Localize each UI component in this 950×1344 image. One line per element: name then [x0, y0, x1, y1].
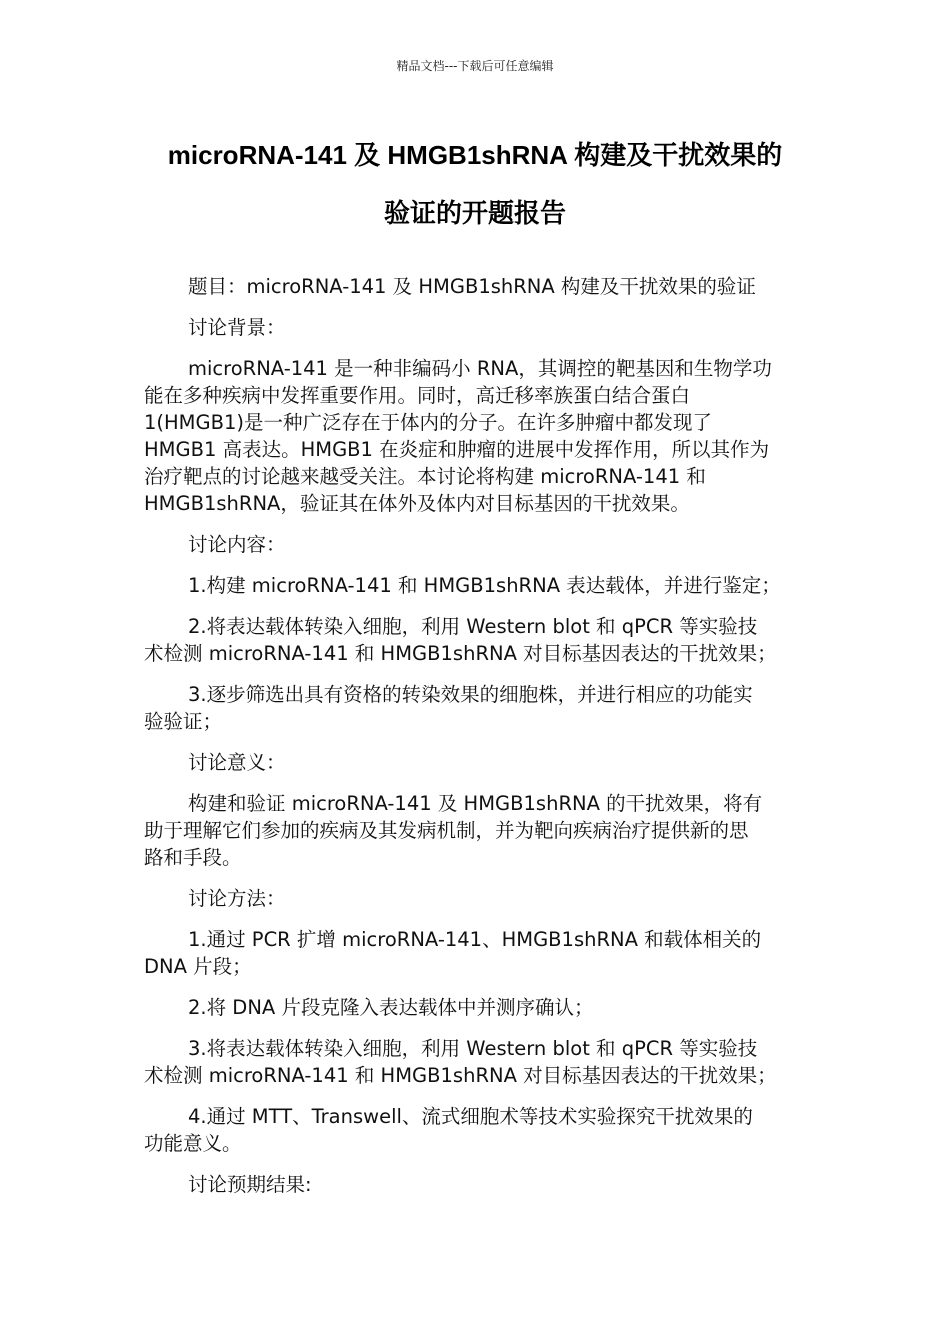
text-line: 术检测 microRNA-141 和 HMGB1shRNA 对目标基因表达的干扰效果；: [144, 1064, 777, 1087]
content-item-1: [144, 572, 812, 599]
text-line: 路和手段。: [144, 846, 242, 869]
text-line: microRNA-141 是一种非编码小 RNA，其调控的靶基因和生物学功: [188, 357, 772, 380]
section-heading-content: [144, 531, 812, 558]
paragraph-background: [144, 355, 812, 517]
text-line: 1.通过 PCR 扩增 microRNA-141、HMGB1shRNA 和载体相关的: [188, 928, 762, 951]
text-line: 1(HMGB1)是一种广泛存在于体内的分子。在许多肿瘤中都发现了: [144, 411, 713, 434]
paragraph-significance: [144, 790, 812, 871]
method-item-4: [144, 1103, 812, 1157]
text-line: HMGB1shRNA，验证其在体外及体内对目标基因的干扰效果。: [144, 492, 690, 515]
content-item-3: [144, 681, 812, 735]
section-heading-background: [144, 314, 812, 341]
text-line: 治疗靶点的讨论越来越受关注。本讨论将构建 microRNA-141 和: [144, 465, 706, 488]
document-body: [144, 273, 812, 1212]
text-line: 3.逐步筛选出具有资格的转染效果的细胞株，并进行相应的功能实: [188, 683, 753, 706]
text-line: 2.将 DNA 片段克隆入表达载体中并测序确认；: [188, 996, 594, 1019]
text-line: 1.构建 microRNA-141 和 HMGB1shRNA 表达载体，并进行鉴定；: [188, 574, 781, 597]
method-item-3: [144, 1035, 812, 1089]
text-line: 讨论预期结果:: [188, 1173, 312, 1196]
method-item-2: [144, 994, 812, 1021]
text-line: 能在多种疾病中发挥重要作用。同时，高迁移率族蛋白结合蛋白: [144, 384, 691, 407]
text-line: 助于理解它们参加的疾病及其发病机制，并为靶向疾病治疗提供新的思: [144, 819, 749, 842]
text-line: 题目：microRNA-141 及 HMGB1shRNA 构建及干扰效果的验证: [188, 275, 756, 298]
content-item-2: [144, 613, 812, 667]
paragraph-topic: [144, 273, 812, 300]
text-line: 讨论内容：: [188, 533, 286, 556]
section-heading-expected-results: [144, 1171, 812, 1198]
text-line: DNA 片段；: [144, 955, 252, 978]
text-line: HMGB1 高表达。HMGB1 在炎症和肿瘤的进展中发挥作用，所以其作为: [144, 438, 770, 461]
text-line: 讨论意义：: [188, 751, 286, 774]
text-line: 术检测 microRNA-141 和 HMGB1shRNA 对目标基因表达的干扰效果；: [144, 642, 777, 665]
text-line: 讨论背景：: [188, 316, 286, 339]
method-item-1: [144, 926, 812, 980]
text-line: 4.通过 MTT、Transwell、流式细胞术等技术实验探究干扰效果的: [188, 1105, 753, 1128]
text-line: 构建和验证 microRNA-141 及 HMGB1shRNA 的干扰效果，将有: [188, 792, 763, 815]
text-line: 3.将表达载体转染入细胞，利用 Western blot 和 qPCR 等实验技: [188, 1037, 758, 1060]
section-heading-significance: [144, 749, 812, 776]
document-title-line-1: microRNA-141 及 HMGB1shRNA 构建及干扰效果的: [167, 140, 783, 170]
text-line: 2.将表达载体转染入细胞，利用 Western blot 和 qPCR 等实验技: [188, 615, 758, 638]
section-heading-methods: [144, 885, 812, 912]
document-title-line-2: 验证的开题报告: [383, 198, 566, 228]
text-line: 功能意义。: [144, 1132, 242, 1155]
text-line: 验验证；: [144, 710, 223, 733]
page-header: 精品文档---下载后可任意编辑: [396, 59, 554, 73]
text-line: 讨论方法：: [188, 887, 286, 910]
